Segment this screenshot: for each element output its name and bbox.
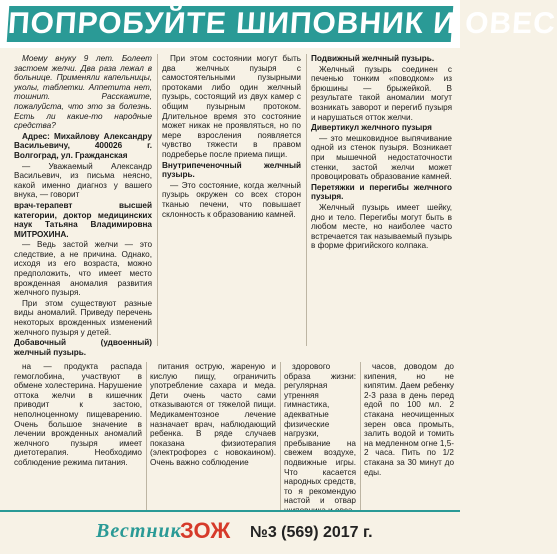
paragraph: При этом существуют разные виды аномалий. Приведу перечень некоторых врожденных изменений желчного пузыря у детей.: [14, 298, 152, 337]
paragraph: часов, доводом до кипения, но не кипятим. Даем ребенку 2-3 раза в день перед едой по 100 мл. 2 стакана неочищенных зерен овса промыть, залить водой и томить на медленном огне 1,5-2 часа. Пить по 1/2 стакана за 30 минут до еды.: [364, 362, 454, 477]
column-divider: [306, 54, 307, 346]
issue-number: №3 (569) 2017 г.: [250, 524, 373, 541]
paragraph: — Уважаемый Александр Васильевич, из письма неясно, какой именно диагноз у вашего внука, — говорит: [14, 161, 152, 200]
article-title: ПОПРОБУЙТЕ ШИПОВНИК И ОВЕС: [6, 7, 557, 40]
bottom-column-3: [284, 362, 356, 530]
magazine-logo: Вестник: [96, 520, 182, 542]
bottom-column-2: [150, 362, 276, 530]
column-3: [311, 54, 452, 346]
column-1: [14, 54, 152, 357]
footer: [0, 510, 460, 554]
magazine-logo-accent: ЗОЖ: [180, 518, 231, 543]
subheading: Дивертикул желчного пузыря: [311, 123, 432, 133]
column-divider: [146, 362, 147, 530]
subheading: Перетяжки и перегибы желчного пузыря.: [311, 182, 452, 202]
letter-address: Адрес: Михайлову Александру Васильевичу, 400026 г. Волгоград, ул. Гражданская: [14, 131, 152, 160]
banner: [0, 0, 557, 48]
paragraph: Желчный пузырь имеет шейку, дно и тело. Перегибы могут быть в любом месте, но наиболее часто встречается так называемый пузырь в форме фригийского колпака.: [311, 202, 452, 251]
column-divider: [280, 362, 281, 530]
article-body: [6, 54, 454, 504]
paragraph: питания острую, жареную и кислую пищу, ограничить употребление сахара и меда. Дети очень часто сами отказываются от тяжелой пищи. Медикаментозное лечение назначает врач, наблюдающий ребенка. В ряде случаев показана физиотерапия (электрофорез с новокаином). Очень важно соблюдение: [150, 362, 276, 467]
paragraph: — Это состояние, когда желчный пузырь окружен со всех сторон тканью печени, что повышает склонность к образованию камней.: [162, 180, 301, 219]
subheading: Добавочный (удвоенный) желчный пузырь.: [14, 338, 152, 357]
letter-text: Моему внуку 9 лет. Болеет застоем желчи. Два раза лежал в больнице. Применяли капельницы, уколы, таблетки. Аппетита нет, тошнит. Расскажите, пожалуйста, что это за болезнь. Есть ли какие-то народные средства?: [14, 54, 152, 131]
doctor-name: врач-терапевт высшей категории, доктор медицинских наук Татьяна Владимировна МИТРОХИНА.: [14, 200, 152, 239]
bottom-columns: [6, 362, 454, 530]
column-divider: [157, 54, 158, 346]
paragraph: здорового образа жизни: регулярная утренняя гимнастика, адекватные физические нагрузки, пребывание на свежем воздухе, подвижные игры. Что касается народных средств, то я рекомендую настой и отвар: [284, 362, 356, 506]
paragraph: — Ведь застой желчи — это следствие, а не причина. Однако, исходя из его возраста, можно предположить, что имеет место врожденная аномалия развития желчного пузыря.: [14, 240, 152, 298]
paragraph: — это мешковидное выпячивание одной из стенок пузыря. Возникает при мышечной недостаточности стенки, застой желчи может провоцировать образование камней.: [311, 133, 452, 182]
bottom-column-1: [14, 362, 142, 530]
bottom-column-4: [364, 362, 454, 530]
column-divider: [360, 362, 361, 530]
paragraph: на — продукта распада гемоглобина, участвуют в обмене холестерина. Нарушение оттока желчи в кишечник приводит к застою, неполноценному пищеварению. Очень большое значение в лечении врожденных аномалий желчного пузыря имеет диетотерапия. Необходимо соблюдение режима питания.: [14, 362, 142, 467]
subheading: Подвижный желчный пузырь.: [311, 54, 435, 63]
paragraph: При этом состоянии могут быть два желчных пузыря с самостоятельными пузырными протоками либо один желчный пузырь, состоящий из двух камер с общим пузырным протоком. Длительное время это состояние может никак не проявляться, но по мере взросления появляется чувство тяжести в правом подреберье после приема пищи.: [162, 54, 301, 159]
column-2: [162, 54, 301, 346]
subheading: Внутрипеченочный желчный пузырь.: [162, 160, 301, 180]
paragraph: Желчный пузырь соединен с печенью тонким «поводком» из брюшины — брыжейкой. В результате такой аномалии могут возникать заворот и перегиб пузыря и нарушаться отток желчи.: [311, 64, 452, 122]
